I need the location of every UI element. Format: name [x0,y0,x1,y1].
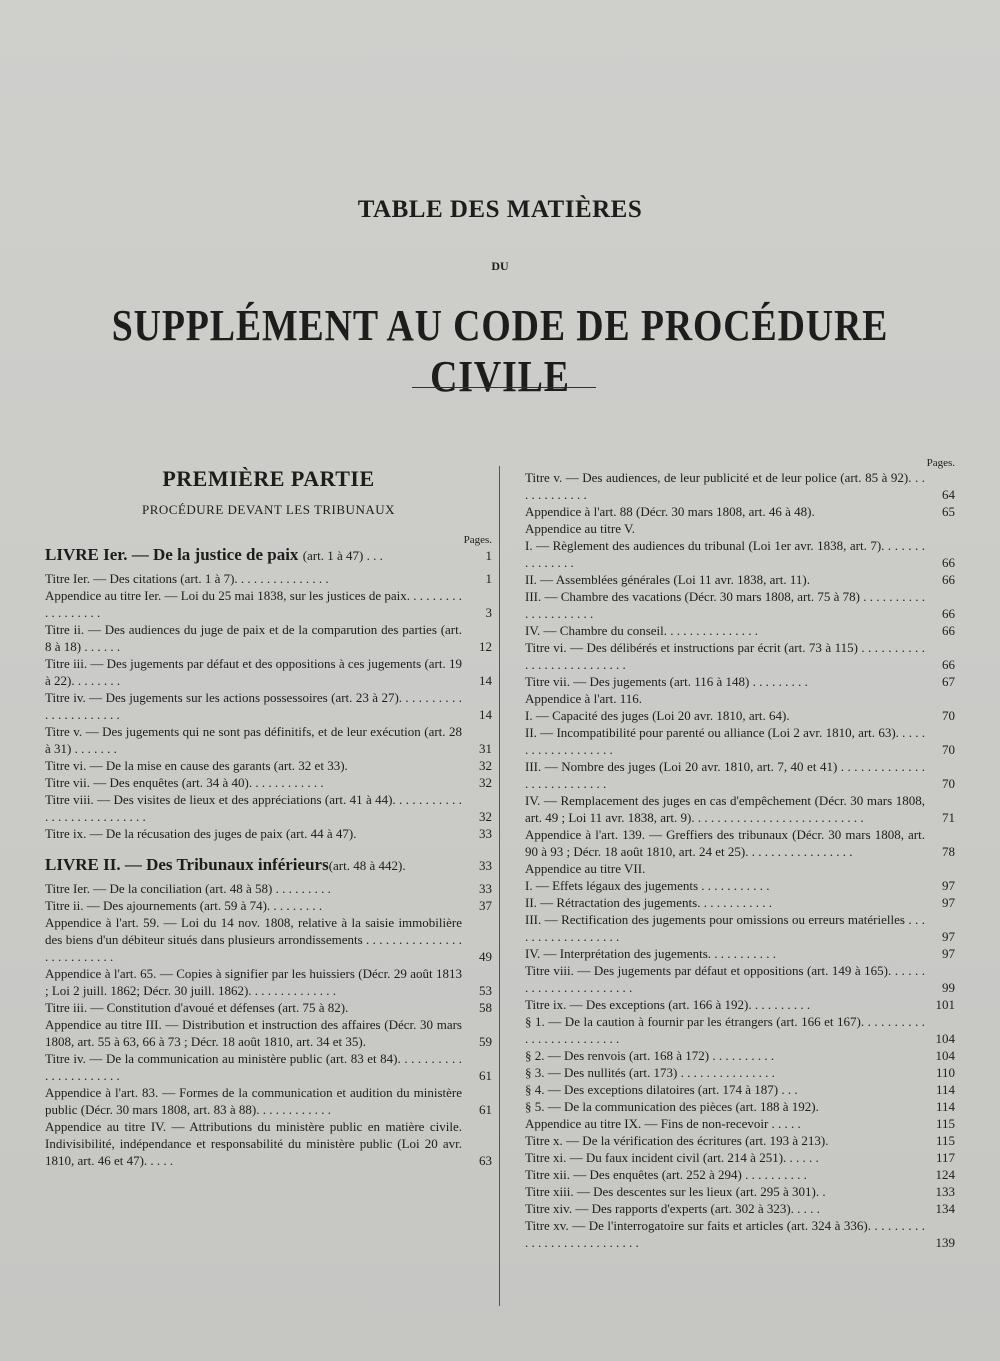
toc-entry-text: Appendice au titre Ier. — Loi du 25 mai 1838, sur les justices de paix. . . . . . . . . . . . . . . . . . [45,588,462,620]
part-subtitle: PROCÉDURE DEVANT LES TRIBUNAUX [142,502,395,517]
toc-entry [45,897,492,914]
livre-2-label: LIVRE II. — Des Tribunaux inférieurs [45,855,329,874]
livre-1-page: 1 [485,548,492,563]
toc-entry-text: II. — Incompatibilité pour parenté ou alliance (Loi 2 avr. 1810, art. 63). . . . . . . . . . . . . . . . . . . [525,725,925,757]
toc-entry-text: § 2. — Des renvois (art. 168 à 172) . . . . . . . . . . [525,1048,775,1063]
toc-entry-text: I. — Capacité des juges (Loi 20 avr. 1810, art. 64). [525,708,790,723]
toc-entry [525,503,955,520]
toc-entry [45,1118,492,1169]
toc-entry-page: 1 [485,571,492,586]
toc-entry [45,723,492,757]
toc-entry-text: Titre vii. — Des jugements (art. 116 à 148) . . . . . . . . . [525,674,808,689]
toc-entry-page: 115 [935,1133,955,1148]
toc-entry [45,791,492,825]
toc-entry [525,1064,955,1081]
toc-entry-text: Titre ii. — Des ajournements (art. 59 à 74). . . . . . . . . [45,898,323,913]
toc-entry [525,673,955,690]
toc-entry-page: 66 [942,623,955,638]
toc-entry-page: 32 [479,775,492,790]
toc-entry [525,690,955,707]
toc-entry-text: Appendice au titre V. [525,521,635,536]
title-du: DU [491,259,509,273]
toc-entry [525,758,955,792]
toc-entry [45,570,492,587]
toc-entry-page: 66 [942,657,955,672]
livre-1-heading [45,546,492,564]
toc-entry [525,1047,955,1064]
toc-entry [525,860,955,877]
toc-entry-text: IV. — Chambre du conseil. . . . . . . . . . . . . . . [525,623,759,638]
toc-entry-text: Titre xii. — Des enquêtes (art. 252 à 294) . . . . . . . . . . [525,1167,807,1182]
toc-entry-text: III. — Chambre des vacations (Décr. 30 mars 1808, art. 75 à 78) . . . . . . . . . . . . . . . . . . . . . [525,589,926,621]
toc-entry [525,1098,955,1115]
toc-entry-text: Appendice au titre IV. — Attributions du ministère public en matière civile. Indivisibilité, indépendance et responsabilité du ministère public (Loi 20 avr. 1810, art. 46 et 47). . . . . [45,1119,462,1168]
toc-entry-text: Titre x. — De la vérification des écritures (art. 193 à 213). [525,1133,829,1148]
toc-entry [45,587,492,621]
toc-entry-page: 97 [942,878,955,893]
toc-entry-text: Titre v. — Des jugements qui ne sont pas définitifs, et de leur exécution (art. 28 à 31) . . . . . . . [45,724,462,756]
toc-entry-page: 71 [942,810,955,825]
livre-1-entries [45,570,492,842]
toc-entry-page: 97 [942,946,955,961]
livre-2-art: (art. 48 à 442). [328,858,406,873]
toc-entry-page: 32 [479,758,492,773]
toc-entry [525,962,955,996]
toc-entry-text: Titre xiii. — Des descentes sur les lieux (art. 295 à 301). . [525,1184,826,1199]
toc-entry [45,1016,492,1050]
toc-entry [525,588,955,622]
toc-entry-text: Titre Ier. — Des citations (art. 1 à 7). . . . . . . . . . . . . . . [45,571,329,586]
toc-entry-page: 59 [479,1034,492,1049]
toc-entry [45,914,492,965]
toc-entry-text: Titre viii. — Des visites de lieux et des appréciations (art. 41 à 44). . . . . . . . . . . . . . . . . . . . . . . . . . . [45,792,462,824]
toc-entry [525,571,955,588]
toc-entry-text: § 1. — De la caution à fournir par les étrangers (art. 166 et 167). . . . . . . . . . . . . . . . . . . . . . . . . [525,1014,925,1046]
toc-entry [45,880,492,897]
pages-header-right: Pages. [926,457,955,469]
pages-header-left: Pages. [463,534,492,546]
toc-entry-text: I. — Effets légaux des jugements . . . . . . . . . . . [525,878,770,893]
toc-entry-text: III. — Rectification des jugements pour omissions ou erreurs matérielles . . . . . . . . . . . . . . . . . . [525,912,925,944]
toc-entry-page: 67 [942,674,955,689]
toc-entry-page: 33 [479,826,492,841]
toc-entry [525,724,955,758]
toc-entry [525,1200,955,1217]
column-divider [499,466,500,1306]
toc-entry-page: 31 [479,741,492,756]
toc-entry [525,1013,955,1047]
toc-entry-text: Appendice au titre IX. — Fins de non-recevoir . . . . . [525,1116,801,1131]
right-entries [525,469,955,1251]
livre-2-heading [45,856,492,874]
toc-entry [45,655,492,689]
toc-entry-page: 37 [479,898,492,913]
toc-entry-text: Appendice au titre VII. [525,861,646,876]
toc-entry [525,622,955,639]
toc-entry [45,1050,492,1084]
toc-entry-page: 14 [479,707,492,722]
toc-entry-text: Titre viii. — Des jugements par défaut et oppositions (art. 149 à 165). . . . . . . . . . . . . . . . . . . . . . . [525,963,925,995]
toc-entry [525,1183,955,1200]
toc-entry [525,911,955,945]
toc-entry [525,996,955,1013]
toc-entry-text: § 4. — Des exceptions dilatoires (art. 174 à 187) . . . [525,1082,798,1097]
toc-entry-text: Appendice à l'art. 65. — Copies à signifier par les huissiers (Décr. 29 août 1813 ; Loi 2 juill. 1862; Décr. 30 juill. 1862). . . . . . . . . . . . . . [45,966,462,998]
toc-entry [45,757,492,774]
toc-entry [525,520,955,537]
toc-entry-page: 70 [942,742,955,757]
toc-entry-text: Titre ii. — Des audiences du juge de paix et de la comparution des parties (art. 8 à 18) . . . . . . [45,622,462,654]
toc-entry [525,537,955,571]
toc-entry-page: 114 [935,1082,955,1097]
toc-entry [525,639,955,673]
toc-entry-page: 134 [935,1201,955,1216]
toc-entry-text: Titre vi. — Des délibérés et instructions par écrit (art. 73 à 115) . . . . . . . . . . . . . . . . . . . . . . . . . . [525,640,925,672]
toc-entry-page: 3 [485,605,492,620]
toc-entry-page: 66 [942,572,955,587]
toc-entry-page: 61 [479,1068,492,1083]
toc-entry [525,826,955,860]
livre-2-entries [45,880,492,1169]
toc-entry-text: II. — Rétractation des jugements. . . . . . . . . . . . [525,895,772,910]
toc-entry-text: Titre xi. — Du faux incident civil (art. 214 à 251). . . . . . [525,1150,819,1165]
toc-entry-text: Titre v. — Des audiences, de leur publicité et de leur police (art. 85 à 92). . . . . . . . . . . . . [525,470,925,502]
toc-entry [525,877,955,894]
toc-entry-text: II. — Assemblées générales (Loi 11 avr. 1838, art. 11). [525,572,810,587]
toc-entry-page: 32 [479,809,492,824]
toc-entry [45,774,492,791]
toc-entry-page: 104 [935,1048,955,1063]
toc-entry-page: 64 [942,487,955,502]
toc-entry-page: 63 [479,1153,492,1168]
toc-entry [525,1217,955,1251]
toc-entry-text: Titre iii. — Constitution d'avoué et défenses (art. 75 à 82). [45,1000,349,1015]
toc-entry-page: 97 [942,929,955,944]
toc-entry-page: 12 [479,639,492,654]
toc-entry-text: Appendice à l'art. 88 (Décr. 30 mars 1808, art. 46 à 48). [525,504,815,519]
toc-entry-page: 110 [935,1065,955,1080]
title-table-des-matieres: TABLE DES MATIÈRES [357,196,643,223]
toc-entry [525,894,955,911]
toc-entry-text: III. — Nombre des juges (Loi 20 avr. 1810, art. 7, 40 et 41) . . . . . . . . . . . . . . . . . . . . . . . . . . [525,759,925,791]
toc-entry [525,792,955,826]
toc-entry [45,965,492,999]
part-title: PREMIÈRE PARTIE [162,466,375,491]
toc-entry [525,1115,955,1132]
toc-entry-page: 49 [479,949,492,964]
toc-entry-text: Titre iii. — Des jugements par défaut et des oppositions à ces jugements (art. 19 à 22). . . . . . . . [45,656,462,688]
toc-entry [525,469,955,503]
toc-entry-page: 139 [935,1235,955,1250]
toc-entry-page: 66 [942,555,955,570]
livre-1-art: (art. 1 à 47) . . . [302,548,383,563]
toc-entry [525,945,955,962]
toc-entry [45,999,492,1016]
toc-entry-page: 97 [942,895,955,910]
toc-entry-text: Appendice à l'art. 139. — Greffiers des tribunaux (Décr. 30 mars 1808, art. 90 à 93 ; Décr. 18 août 1810, art. 24 et 25). . . . . . . . . . . . . . . . . [525,827,925,859]
title-supplement: SUPPLÉMENT AU CODE DE PROCÉDURE CIVILE [111,301,889,401]
toc-entry [525,1149,955,1166]
toc-entry-text: Titre Ier. — De la conciliation (art. 48 à 58) . . . . . . . . . [45,881,331,896]
toc-entry-page: 115 [935,1116,955,1131]
toc-entry-page: 14 [479,673,492,688]
left-column [45,460,492,1169]
toc-entry-page: 117 [935,1150,955,1165]
toc-entry-page: 114 [935,1099,955,1114]
toc-entry [525,1132,955,1149]
toc-entry [525,1166,955,1183]
toc-entry-text: Appendice à l'art. 116. [525,691,643,706]
toc-entry-page: 99 [942,980,955,995]
toc-entry-page: 53 [479,983,492,998]
toc-entry-text: Appendice à l'art. 83. — Formes de la communication et audition du ministère public (Décr. 30 mars 1808, art. 83 à 88). . . . . . . . . . . . [45,1085,462,1117]
toc-entry [45,621,492,655]
toc-entry [525,707,955,724]
title-rule [412,387,596,388]
toc-entry-text: IV. — Interprétation des jugements. . . . . . . . . . . [525,946,777,961]
toc-entry-text: Titre iv. — Des jugements sur les actions possessoires (art. 23 à 27). . . . . . . . . . . . . . . . . . . . . . [45,690,462,722]
toc-entry [45,1084,492,1118]
toc-entry [525,1081,955,1098]
toc-entry-text: Appendice au titre III. — Distribution et instruction des affaires (Décr. 30 mars 1808, art. 55 à 63, 66 à 73 ; Décr. 18 août 1810, art. 34 et 35). [45,1017,462,1049]
toc-entry-page: 104 [935,1031,955,1046]
toc-entry-text: Titre iv. — De la communication au ministère public (art. 83 et 84). . . . . . . . . . . . . . . . . . . . . . [45,1051,462,1083]
toc-entry-page: 58 [479,1000,492,1015]
toc-entry-page: 70 [942,708,955,723]
toc-entry-page: 124 [935,1167,955,1182]
toc-entry-text: Titre vii. — Des enquêtes (art. 34 à 40). . . . . . . . . . . . [45,775,324,790]
livre-2-page: 33 [479,858,492,873]
toc-entry [45,689,492,723]
toc-entry-text: Titre ix. — Des exceptions (art. 166 à 192). . . . . . . . . . [525,997,811,1012]
toc-entry-text: I. — Règlement des audiences du tribunal (Loi 1er avr. 1838, art. 7). . . . . . . . . . . . . . . [525,538,925,570]
toc-entry-page: 33 [479,881,492,896]
toc-entry-page: 65 [942,504,955,519]
toc-entry-page: 61 [479,1102,492,1117]
toc-entry-text: Titre xiv. — Des rapports d'experts (art. 302 à 323). . . . . [525,1201,820,1216]
toc-entry-text: Titre vi. — De la mise en cause des garants (art. 32 et 33). [45,758,348,773]
toc-entry-page: 78 [942,844,955,859]
toc-entry-text: IV. — Remplacement des juges en cas d'empêchement (Décr. 30 mars 1808, art. 49 ; Loi 11 avr. 1838, art. 9). . . . . . . . . . . . . . . . . . . . . . . . . . . [525,793,925,825]
toc-entry-text: § 5. — De la communication des pièces (art. 188 à 192). [525,1099,819,1114]
toc-entry-text: § 3. — Des nullités (art. 173) . . . . . . . . . . . . . . . [525,1065,775,1080]
right-column [525,455,955,1251]
livre-1-label: LIVRE Ier. — De la justice de paix [45,545,299,564]
toc-entry-text: Appendice à l'art. 59. — Loi du 14 nov. 1808, relative à la saisie immobilière des biens d'un débiteur situés dans plusieurs arrondissements . . . . . . . . . . . . . . . . . . . . . . . . . . [45,915,462,964]
toc-entry-page: 133 [935,1184,955,1199]
toc-entry-text: Titre xv. — De l'interrogatoire sur faits et articles (art. 324 à 336). . . . . . . . . . . . . . . . . . . . . . . . . . . [525,1218,925,1250]
toc-entry-page: 66 [942,606,955,621]
toc-entry-page: 70 [942,776,955,791]
toc-entry-page: 101 [935,997,955,1012]
toc-entry-text: Titre ix. — De la récusation des juges de paix (art. 44 à 47). [45,826,357,841]
toc-entry [45,825,492,842]
